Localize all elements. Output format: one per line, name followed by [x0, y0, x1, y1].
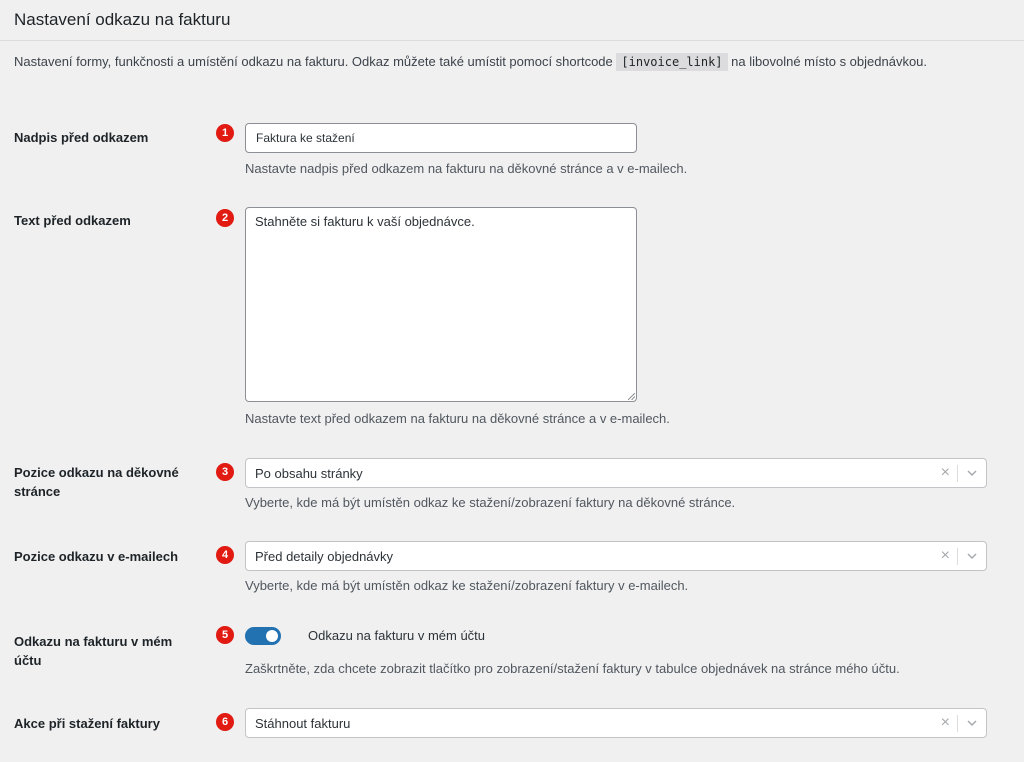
select-separator: [957, 548, 958, 565]
heading-input[interactable]: [245, 123, 637, 153]
intro-text-before: Nastavení formy, funkčnosti a umístění odkazu na fakturu. Odkaz můžete také umístit pomocí shortcode: [14, 54, 613, 69]
intro-text-after: na libovolné místo s objednávkou.: [731, 54, 928, 69]
email-position-label: Pozice odkazu v e-mailech: [14, 549, 179, 564]
heading-description: Nastavte nadpis před odkazem na fakturu na děkovné stránce a v e-mailech.: [245, 161, 688, 176]
text-textarea[interactable]: [245, 207, 637, 402]
download-action-label: Akce při stažení faktury: [14, 716, 160, 731]
my-account-label: Odkazu na fakturu v mém účtu: [14, 634, 173, 668]
step-badge-2: 2: [216, 209, 234, 227]
my-account-toggle[interactable]: [245, 627, 281, 645]
clear-icon[interactable]: ×: [940, 547, 950, 564]
text-description: Nastavte text před odkazem na fakturu na děkovné stránce a v e-mailech.: [245, 411, 670, 426]
thankyou-position-description: Vyberte, kde má být umístěn odkaz ke stažení/zobrazení faktury na děkovné stránce.: [245, 495, 736, 510]
select-separator: [957, 715, 958, 732]
email-position-value: Před detaily objednávky: [255, 549, 394, 564]
step-badge-5: 5: [216, 626, 234, 644]
title-divider: [0, 40, 1024, 41]
thankyou-position-label: Pozice odkazu na děkovné stránce: [14, 465, 179, 499]
section-description: [14, 52, 1004, 72]
heading-label: Nadpis před odkazem: [14, 130, 149, 145]
clear-icon[interactable]: ×: [940, 714, 950, 731]
download-action-value: Stáhnout fakturu: [255, 716, 351, 731]
chevron-down-icon[interactable]: [966, 717, 978, 729]
chevron-down-icon[interactable]: [966, 550, 978, 562]
select-separator: [957, 465, 958, 482]
shortcode-code: [invoice_link]: [616, 53, 727, 71]
page-title: Nastavení odkazu na fakturu: [14, 10, 231, 29]
thankyou-position-select[interactable]: [245, 458, 987, 488]
text-label: Text před odkazem: [14, 213, 131, 228]
download-action-select[interactable]: [245, 708, 987, 738]
email-position-select[interactable]: [245, 541, 987, 571]
step-badge-6: 6: [216, 713, 234, 731]
clear-icon[interactable]: ×: [940, 464, 950, 481]
email-position-description: Vyberte, kde má být umístěn odkaz ke stažení/zobrazení faktury v e-mailech.: [245, 578, 689, 593]
my-account-description: Zaškrtněte, zda chcete zobrazit tlačítko pro zobrazení/stažení faktury v tabulce objednávek na stránce mého účtu.: [245, 661, 900, 676]
toggle-knob: [266, 630, 278, 642]
step-badge-4: 4: [216, 546, 234, 564]
my-account-toggle-label[interactable]: Odkazu na fakturu v mém účtu: [308, 628, 486, 643]
resize-grip-icon[interactable]: [628, 393, 635, 400]
thankyou-position-value: Po obsahu stránky: [255, 466, 363, 481]
chevron-down-icon[interactable]: [966, 467, 978, 479]
step-badge-1: 1: [216, 124, 234, 142]
step-badge-3: 3: [216, 463, 234, 481]
